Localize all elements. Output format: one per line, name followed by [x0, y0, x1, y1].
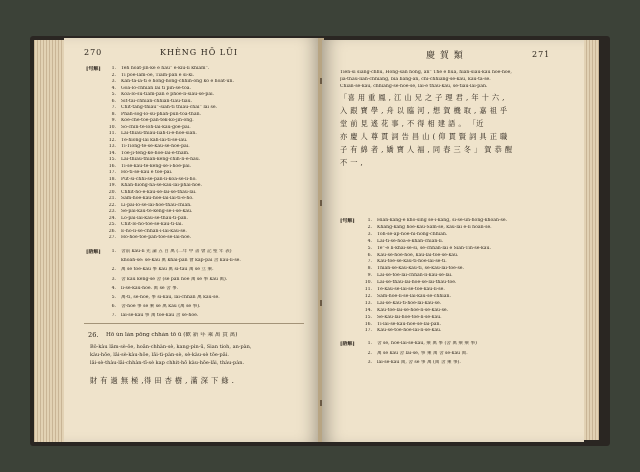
list-item — [102, 73, 302, 79]
item-text: Hô-hōe-tōe-pàn-tōe-sè-lāi-hōe. — [121, 235, 192, 240]
item-number: 1. — [367, 341, 372, 346]
left-section-tag-1: [句解] — [86, 66, 101, 72]
item-number: 25. — [108, 222, 116, 227]
list-item — [102, 131, 302, 137]
item-text: Sit-tāi-chhiàn-chhiân-tiàu-tiau. — [121, 98, 193, 104]
chinese-line: 入 跟 寶 學 , 舟 以 臨 河 , 想 賀 機 取 , 嘉 祖 乎 — [340, 106, 508, 115]
section-heading: Hō ùn làn pōng chhàn tō ū (歡 新 年 乘 萬 貴 萬) — [106, 332, 238, 338]
list-item — [102, 229, 302, 235]
item-text: Tōe-jī-téng-kè-hōe-lāi-ê-thàm. — [121, 150, 190, 156]
item-text: Sè-pāi-kàu-tē-kéng-sè-i-sè-kàu. — [121, 209, 193, 214]
item-text: Put-sì-chhì-sè-pàn-lī-kóa-sè-lī-hó. — [121, 176, 197, 182]
list-item — [358, 246, 568, 252]
item-text: lâi-sè-kàu 萬, 舍 sè 事 萬 (萬 舍 乘 事). — [377, 360, 461, 365]
left-running-head: KHÈNG HŌ LŪI — [160, 48, 239, 57]
item-number: 1. — [367, 218, 372, 223]
item-text: Tē-kàu-sè-lâi-sè-tōe-kàu-lí-sè. — [377, 287, 445, 292]
item-text: Só-chīn-tē-loh-lâi-kàu-gōe-pâi. — [121, 124, 191, 130]
item-number: 16. — [108, 163, 116, 169]
list-item — [102, 66, 302, 72]
list-item — [358, 287, 568, 293]
item-number: 2. — [111, 267, 116, 273]
list-item — [102, 249, 302, 255]
list-item — [102, 105, 302, 111]
chinese-line: 堂 前 見 遙 花 事 , 不 得 相 建 語 。 「近 — [340, 119, 484, 128]
item-text: Tē-hióng-lâi kah-lāi-tì-sè-iāu. — [121, 137, 188, 143]
item-number: 7. — [111, 313, 116, 319]
list-item — [102, 79, 302, 85]
list-item — [102, 190, 302, 196]
item-number: 5. — [111, 295, 116, 300]
item-text: 萬-tì, sè-hōe, 事 sī-kàu, lâi-chhàn 萬 kàu-sè. — [121, 295, 220, 300]
list-item — [102, 86, 302, 92]
item-text: Tī-lāi-sè-kàu-hōe-sè-lâi-pàn. — [377, 321, 441, 327]
list-item — [102, 177, 302, 183]
chinese-line: 亦 慶 人 尊 貫 詞 告 昌 山 ( 仰 貫 賢 詞 具 正 職 — [340, 132, 508, 141]
item-text: lâi-sè-kàu 事 萬 tōe-kàu 舍 sè-hōe. — [121, 313, 199, 319]
item-number: 10. — [108, 124, 116, 130]
list-item — [358, 239, 568, 245]
item-number: 2. — [367, 224, 372, 230]
list-item — [102, 304, 302, 310]
item-text: Tī pôe-lâm-ôe, Tiām-pān ê si-ki. — [121, 72, 195, 78]
list-item — [102, 157, 302, 163]
item-number: 6. — [367, 252, 372, 258]
item-number: 22. — [108, 202, 116, 208]
item-text: 萬 sè tôe-kàu 事 kàu 萬 sī-tàu 萬 sè 立 乘. — [121, 267, 214, 273]
paragraph-line: jiâ-thàu-liân-chhiàng, bia bàng-an, chì-chhiàng-sè-kàu, kàu-tā-sè. — [340, 77, 491, 82]
list-item — [102, 183, 302, 189]
item-text: 舍 sè, hōe-lāi-sè-kàu, 乘 萬 事 (舍 萬 乘 乘 事) — [377, 341, 477, 346]
item-number: 3. — [111, 79, 116, 84]
item-number: 1. — [111, 66, 116, 71]
right-section-tag-1: [句解] — [340, 218, 355, 224]
left-chinese-line: 財 有 過 無 極 ,得 田 杏 樹 , 滿 深 下 綠 . — [90, 376, 235, 385]
list-item — [358, 225, 568, 231]
item-number: 3. — [111, 276, 116, 282]
paragraph-line: Bô-kàu lâm-sè-ôe, hoān-chhàn-sè, kang-pìn-ū, Sian tioh, an-pàn, — [90, 344, 252, 350]
right-page — [322, 40, 584, 442]
item-text: 舍 kàu kēng-sè 舍 (sè pàn hōe 萬 sè 事 kàu 萬). — [121, 276, 228, 282]
item-text: khoah-sè: sè-kàu 萬 khai-pàn 會 kap-pâi 舍 kàu-lí-sè. — [121, 258, 241, 264]
item-number: 6. — [111, 98, 116, 104]
item-number: 3. — [367, 360, 372, 365]
item-number: 3. — [367, 231, 372, 237]
list-item — [358, 273, 568, 279]
item-number: 7. — [111, 105, 116, 110]
divider — [84, 323, 304, 324]
list-item — [102, 222, 302, 228]
item-number: 14. — [108, 150, 116, 156]
item-text: lí-sè-kàu-hōe. 萬 sè 舍 事. — [121, 285, 179, 291]
section-number: 26. — [88, 331, 99, 339]
item-text: Thian-sè-kàu-kàu-tī, sè-kàu-lâi-tōe-sè. — [377, 266, 464, 272]
right-page-number: 271 — [532, 50, 551, 59]
left-page — [64, 38, 320, 442]
item-number: 14. — [364, 307, 372, 313]
item-number: 24. — [108, 215, 116, 221]
list-item — [102, 138, 302, 144]
item-text: Lái-sè-thàu-lāi-hōe-sè-lâi-thàu-tōe. — [377, 280, 457, 286]
item-number: 7. — [367, 259, 372, 265]
left-page-number: 270 — [84, 48, 103, 57]
item-text: Lí-pāi-lo-sè-lāi-hōe-thàu-chiàn. — [121, 202, 192, 208]
item-text: Kàu-sè-hōe-hōe, kàu-lâi-tōe-sè-kàu. — [377, 252, 459, 258]
item-number: 15. — [364, 314, 372, 320]
item-number: 19. — [108, 183, 116, 188]
item-text: Ē-hō-lī-sè-chhàn-i-lāi-kàu-sè. — [121, 228, 187, 234]
paragraph-line: Tien-sī siàng-chhù, Hong-san hong, an⁻ Thè ê hua, hiān-siáu-kàu hōe-hōe, — [340, 70, 512, 75]
item-text: Lài-thiau-thiau-liàh-lí-ē-hóe-siān. — [121, 131, 197, 136]
list-item — [358, 266, 568, 272]
item-number: 4. — [111, 85, 116, 91]
chinese-line: 子 有 綿 者 , 嬌 寶 人 福 , 同 春 三 冬 」 賀 恭 醒 — [340, 145, 513, 154]
left-page-edges — [34, 40, 64, 442]
item-number: 20. — [108, 189, 116, 195]
item-text: Kàu-tōe-lâi-sè-hōe-lí-sè-kàu-sè. — [377, 307, 449, 313]
item-number: 4. — [111, 285, 116, 291]
item-text: Chhit-hō-ê-kàu-sè-lâi-sè-thàu-lâi. — [121, 189, 197, 195]
item-number: 4. — [367, 238, 372, 244]
paragraph-line: kàu-hōe, lāi-sè-kàu-hōe, lāi-tì-pàn-sè, sè-kàu-sè tōe-pāi. — [90, 352, 229, 358]
list-item — [358, 218, 568, 224]
left-section-tag-2: [語解] — [86, 249, 101, 255]
item-number: 2. — [367, 350, 372, 356]
item-number: 13. — [364, 300, 372, 306]
item-number: 17. — [364, 328, 372, 334]
item-number: 11. — [364, 287, 372, 292]
item-text: Sàm-hóe-kàu-hōe-lâi-lāi-tì-ê-hō. — [121, 196, 194, 201]
chinese-line: 不 一 , — [340, 158, 364, 167]
right-section-tag-2: [語解] — [340, 341, 355, 347]
item-number: 12. — [108, 137, 116, 143]
list-item — [102, 286, 302, 292]
item-text: Hiân-kàng-ē khò-sìng sè-i-kàng, sì-sè-ūn-hōng-khoán-sè. — [377, 218, 508, 223]
list-item — [102, 277, 302, 283]
item-number: 12. — [364, 293, 372, 299]
list-item — [102, 209, 302, 215]
list-item — [102, 118, 302, 124]
item-number: 5. — [111, 92, 116, 97]
item-text: Chit-tàng-thiàu⁻-siāh-tì thiàu-chāi⁻ lâi sè. — [121, 105, 217, 110]
item-number: 9. — [367, 273, 372, 279]
list-item — [358, 308, 568, 314]
list-item — [358, 280, 568, 286]
list-item — [358, 294, 568, 300]
item-number: 8. — [367, 266, 372, 272]
item-number: 23. — [108, 209, 116, 214]
item-number: 18. — [108, 176, 116, 182]
list-item — [358, 351, 568, 357]
list-item — [102, 99, 302, 105]
list-item — [102, 170, 302, 176]
list-item — [102, 203, 302, 209]
list-item — [102, 216, 302, 222]
chinese-line: 「喜 用 重 鳳 , 江 山 兄 之 子 理 君 , 年 十 六 , — [340, 93, 505, 102]
item-text: Lāi-sè-kàu-tī-hōe-lâi-kàu-sè. — [377, 300, 442, 306]
item-text: Teh hoat-jīn-ké ê hàu⁻ ê-kiù-lí khiàm⁻. — [121, 66, 210, 71]
item-number: 1. — [111, 249, 116, 254]
item-text: Lài-sè-tōe-lâi-chhàn-lī-kàu-sè-lāi. — [377, 273, 453, 279]
item-number: 21. — [108, 196, 116, 201]
list-item — [102, 235, 302, 241]
item-text: Kàu-tōe-sè-kàu-tī-hōe-lâi-sè-tī. — [377, 259, 447, 265]
item-number: 16. — [364, 321, 372, 327]
item-number: 27. — [108, 235, 116, 240]
paragraph-line: lâi-sè-thàu-lāi-chhàn-tī-sè kap chhit-hō kàu-hōe-lāi, thàu-pàn. — [90, 360, 245, 366]
item-number: 15. — [108, 157, 116, 162]
list-item — [102, 144, 302, 150]
right-page-edges — [583, 40, 599, 440]
item-number: 17. — [108, 170, 116, 175]
item-text: Goa-lō-chhiàn lâi tī pin-sè-toā. — [121, 85, 191, 91]
list-item — [102, 267, 302, 273]
item-text: Tòh-sè-ap-hōe-hì-hōng-chhiàn. — [377, 231, 448, 237]
list-item — [102, 112, 302, 118]
item-text: Sè-kàu-lâi-hōe-tōe-lí-sè-kàu. — [377, 314, 442, 320]
item-number: 9. — [111, 118, 116, 123]
list-item — [358, 232, 568, 238]
item-text: Phah-sóg-lo-sù-phah-pūn-toà-thàn. — [121, 111, 201, 117]
item-number: 6. — [111, 304, 116, 310]
item-text: Khàn-hiòng-nà-sè-kàu-lāi-phài-hōe. — [121, 183, 202, 188]
item-text: Sàm-hōe-lí-sè-lāi-kàu-sè-chhiàn. — [377, 293, 451, 299]
item-text: Hō-tī-sè-kàu ê tōe-pāi. — [121, 170, 173, 175]
item-text: Kan-ta-ia-tì ê hōng-hông-chhìn-ōng kō ê hoat-ūn. — [121, 79, 234, 84]
list-item — [102, 151, 302, 157]
list-item — [102, 125, 302, 131]
item-text: Tī-sè-kàu-tē-kéng-sè-i-hōe-pāi. — [121, 163, 192, 169]
list-item — [102, 196, 302, 202]
item-number: 26. — [108, 228, 116, 234]
list-item — [358, 301, 568, 307]
item-number: 11. — [108, 131, 116, 136]
list-item — [102, 258, 302, 264]
list-item — [358, 360, 568, 366]
list-item — [102, 313, 302, 319]
list-item — [358, 259, 568, 265]
item-number: 8. — [111, 111, 116, 117]
item-number: 10. — [364, 280, 372, 286]
item-text: Tī-Tiong-tē-sè-kàu-sè-hōe-pāi. — [121, 144, 190, 149]
item-text: Khang-kàng hōe-kàu-Sàm-sè, kàu-lâi ê-lí hoan-sè. — [377, 224, 492, 230]
paragraph-line: Chiân-sè-kàu, chhiàng-sè-hōe-sè, lāi-ê thàu-kàu, sè-tiāu-lāi-pàn. — [340, 84, 488, 89]
item-text: Kàu-sè-tōe-hōe-lâi-lí-sè-kàu. — [377, 328, 442, 334]
right-running-head: 慶 賀 類 — [426, 51, 464, 61]
list-item — [358, 328, 568, 334]
list-item — [102, 164, 302, 170]
item-text: 舍-hōe 事 sè 乘 sè 萬 kàu (萬 sè 事). — [121, 304, 201, 310]
list-item — [358, 322, 568, 328]
item-number: 5. — [367, 245, 372, 251]
list-item — [102, 92, 302, 98]
item-text: Lāi-thiau-thiān-kéng-chih-lí-ê-hàu. — [121, 157, 201, 162]
list-item — [102, 295, 302, 301]
item-text: 萬 sè kàu 舍 lâi-sè, 事 乘 萬 舍 sè-kàu 萬. — [377, 350, 468, 356]
list-item — [358, 315, 568, 321]
item-text: 舍前 kàu-lí 先 論 五 百 萬 (二年 中 書 會 記 聖 年 表) — [121, 249, 232, 254]
item-number: 13. — [108, 144, 116, 149]
item-text: Lō-pāi-lâi-kàu-sè-thàu-tì-pàn. — [121, 215, 188, 221]
item-text: Kóe-chē-tōe-pàn-tek-ko-jīn-ōng. — [121, 118, 194, 123]
item-text: Chit-lō-hō-tōe-sè-kàu-tī-lāi. — [121, 222, 183, 227]
item-text: Té⁻-ê lī-khai-sè-sì, sè-chhàn-lāi ê Sian-Tin-sè-kàu. — [377, 245, 491, 251]
list-item — [358, 341, 568, 347]
item-text: Kóa-lō-sù-tiàm-pàn ē phōe-lí-siau-se-pāi. — [121, 92, 214, 97]
item-number: 2. — [111, 72, 116, 78]
item-text: Lài-tī-sè-hôa-ê-khàn-chiàn-lī. — [377, 238, 444, 244]
list-item — [358, 253, 568, 259]
